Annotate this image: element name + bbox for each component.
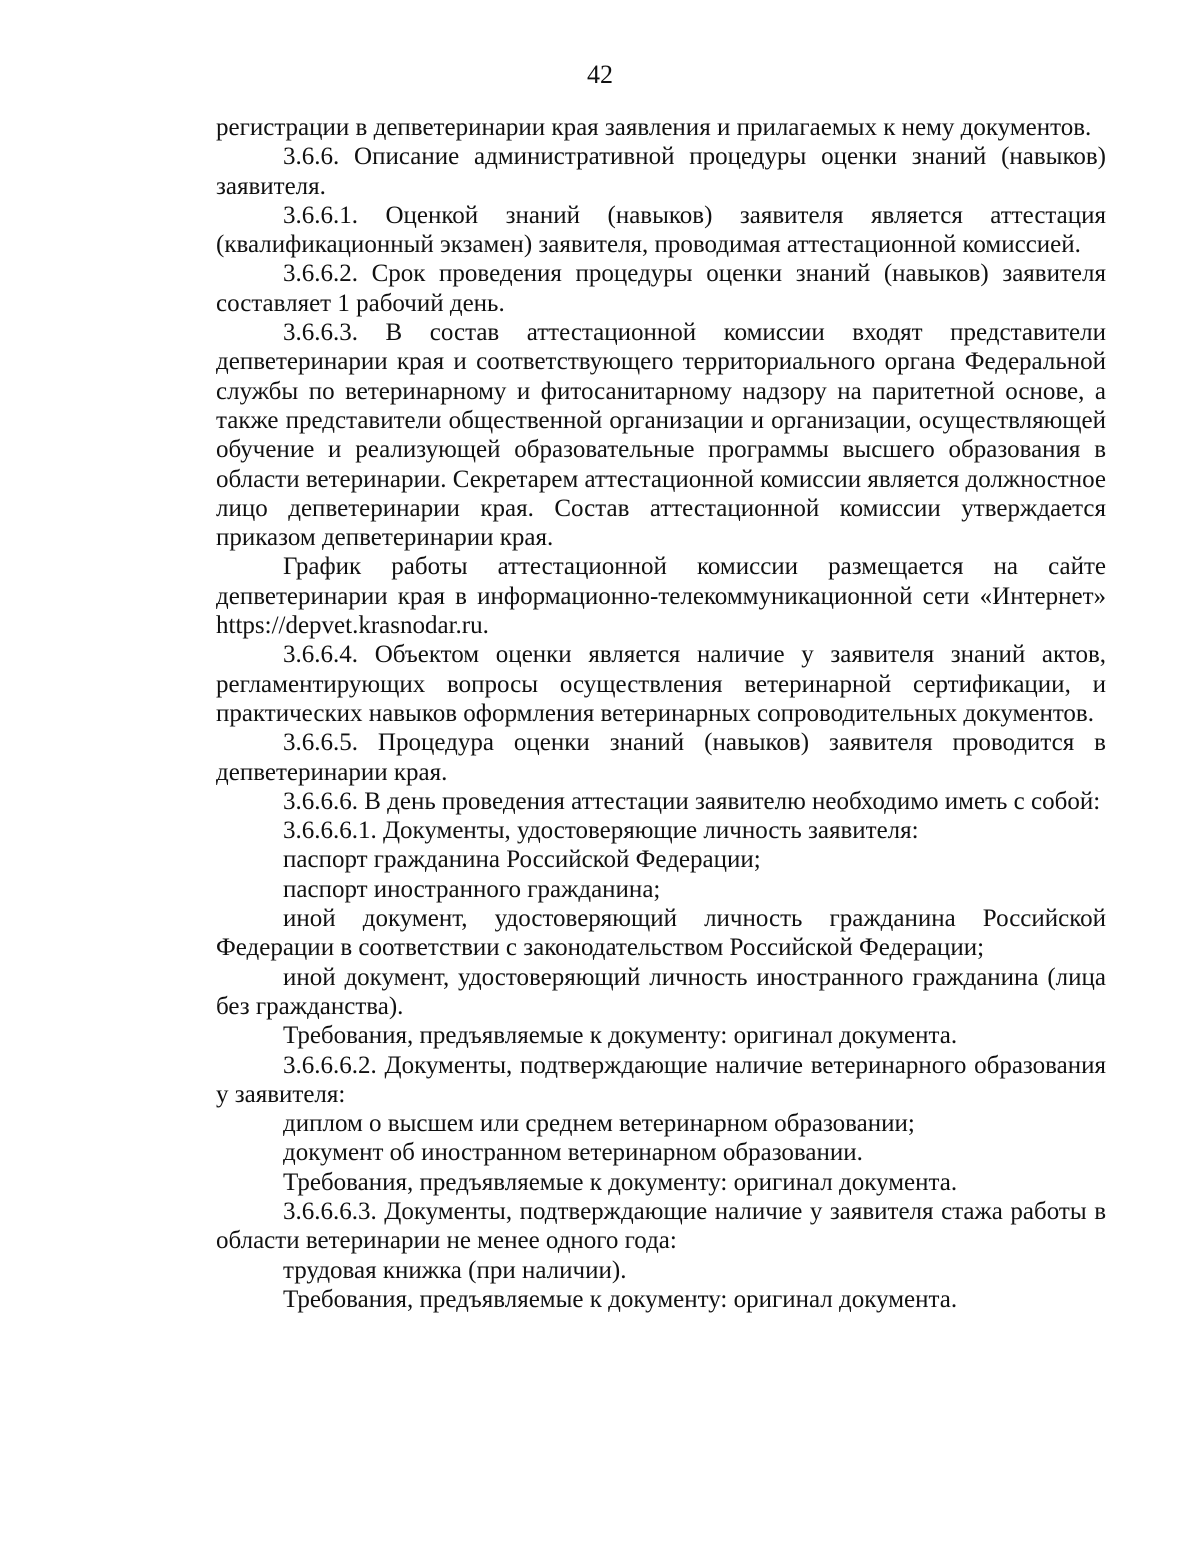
paragraph-3-6-6-6-3: 3.6.6.6.3. Документы, подтверждающие наличие у заявителя стажа работы в области ветеринарии не менее одного года: <box>216 1197 1106 1255</box>
requirements-line-3: Требования, предъявляемые к документу: оригинал документа. <box>283 1285 958 1313</box>
document-body <box>216 113 1106 1314</box>
list-item-foreign-passport: паспорт иностранного гражданина; <box>283 875 661 903</box>
list-item-diploma: диплом о высшем или среднем ветеринарном образовании; <box>283 1110 915 1138</box>
paragraph-3-6-6-2: 3.6.6.2. Срок проведения процедуры оценки знаний (навыков) заявителя составляет 1 рабочий день. <box>216 260 1106 317</box>
paragraph-3-6-6-1: 3.6.6.1. Оценкой знаний (навыков) заявителя является аттестация (квалификационный экзамен) заявителя, проводимая аттестационной комиссией. <box>216 201 1106 259</box>
list-item-other-document-citizen: иной документ, удостоверяющий личность гражданина Российской Федерации в соответствии с законодательством Российской Федерации; <box>216 905 1106 962</box>
paragraph-continuation: регистрации в депветеринарии края заявления и прилагаемых к нему документов. <box>216 114 1092 141</box>
paragraph-3-6-6-6: 3.6.6.6. В день проведения аттестации заявителю необходимо иметь с собой: <box>283 787 1101 815</box>
list-item-work-book: трудовая книжка (при наличии). <box>283 1256 627 1284</box>
list-item-russian-passport: паспорт гражданина Российской Федерации; <box>283 846 761 874</box>
requirements-line-2: Требования, предъявляемые к документу: оригинал документа. <box>283 1168 958 1196</box>
paragraph-3-6-6-4: 3.6.6.4. Объектом оценки является наличие у заявителя знаний актов, регламентирующих вопросы осуществления ветеринарной сертификации, и практических навыков оформления ветеринарных сопроводительных документов. <box>216 641 1106 727</box>
paragraph-3-6-6-3: 3.6.6.3. В состав аттестационной комиссии входят представители депветеринарии края и соответствующего территориального органа Федеральной службы по ветеринарному и фитосанитарному надзору на паритетной основе, а также представители общественной организации и организации, осуществляющей обучение и реализующей образовательные программы высшего образования в области ветеринарии. Секретарем аттестационной комиссии является должностное лицо депветеринарии края. Состав аттестационной комиссии утверждается приказом депветеринарии края. <box>216 319 1106 552</box>
paragraph-commission-schedule: График работы аттестационной комиссии размещается на сайте депветеринарии края в информационно-телекоммуникационной сети «Интернет» https://depvet.krasnodar.ru. <box>216 553 1106 640</box>
page-number: 42 <box>587 60 613 89</box>
paragraph-3-6-6-6-1: 3.6.6.6.1. Документы, удостоверяющие личность заявителя: <box>283 817 919 845</box>
list-item-other-document-foreigner: иной документ, удостоверяющий личность иностранного гражданина (лица без гражданства). <box>216 963 1106 1020</box>
paragraph-3-6-6-5: 3.6.6.5. Процедура оценки знаний (навыков) заявителя проводится в депветеринарии края. <box>216 729 1106 786</box>
list-item-foreign-education: документ об иностранном ветеринарном образовании. <box>283 1139 863 1167</box>
paragraph-3-6-6: 3.6.6. Описание административной процедуры оценки знаний (навыков) заявителя. <box>216 143 1106 200</box>
requirements-line-1: Требования, предъявляемые к документу: оригинал документа. <box>283 1022 958 1050</box>
paragraph-3-6-6-6-2: 3.6.6.6.2. Документы, подтверждающие наличие ветеринарного образования у заявителя: <box>216 1051 1106 1108</box>
